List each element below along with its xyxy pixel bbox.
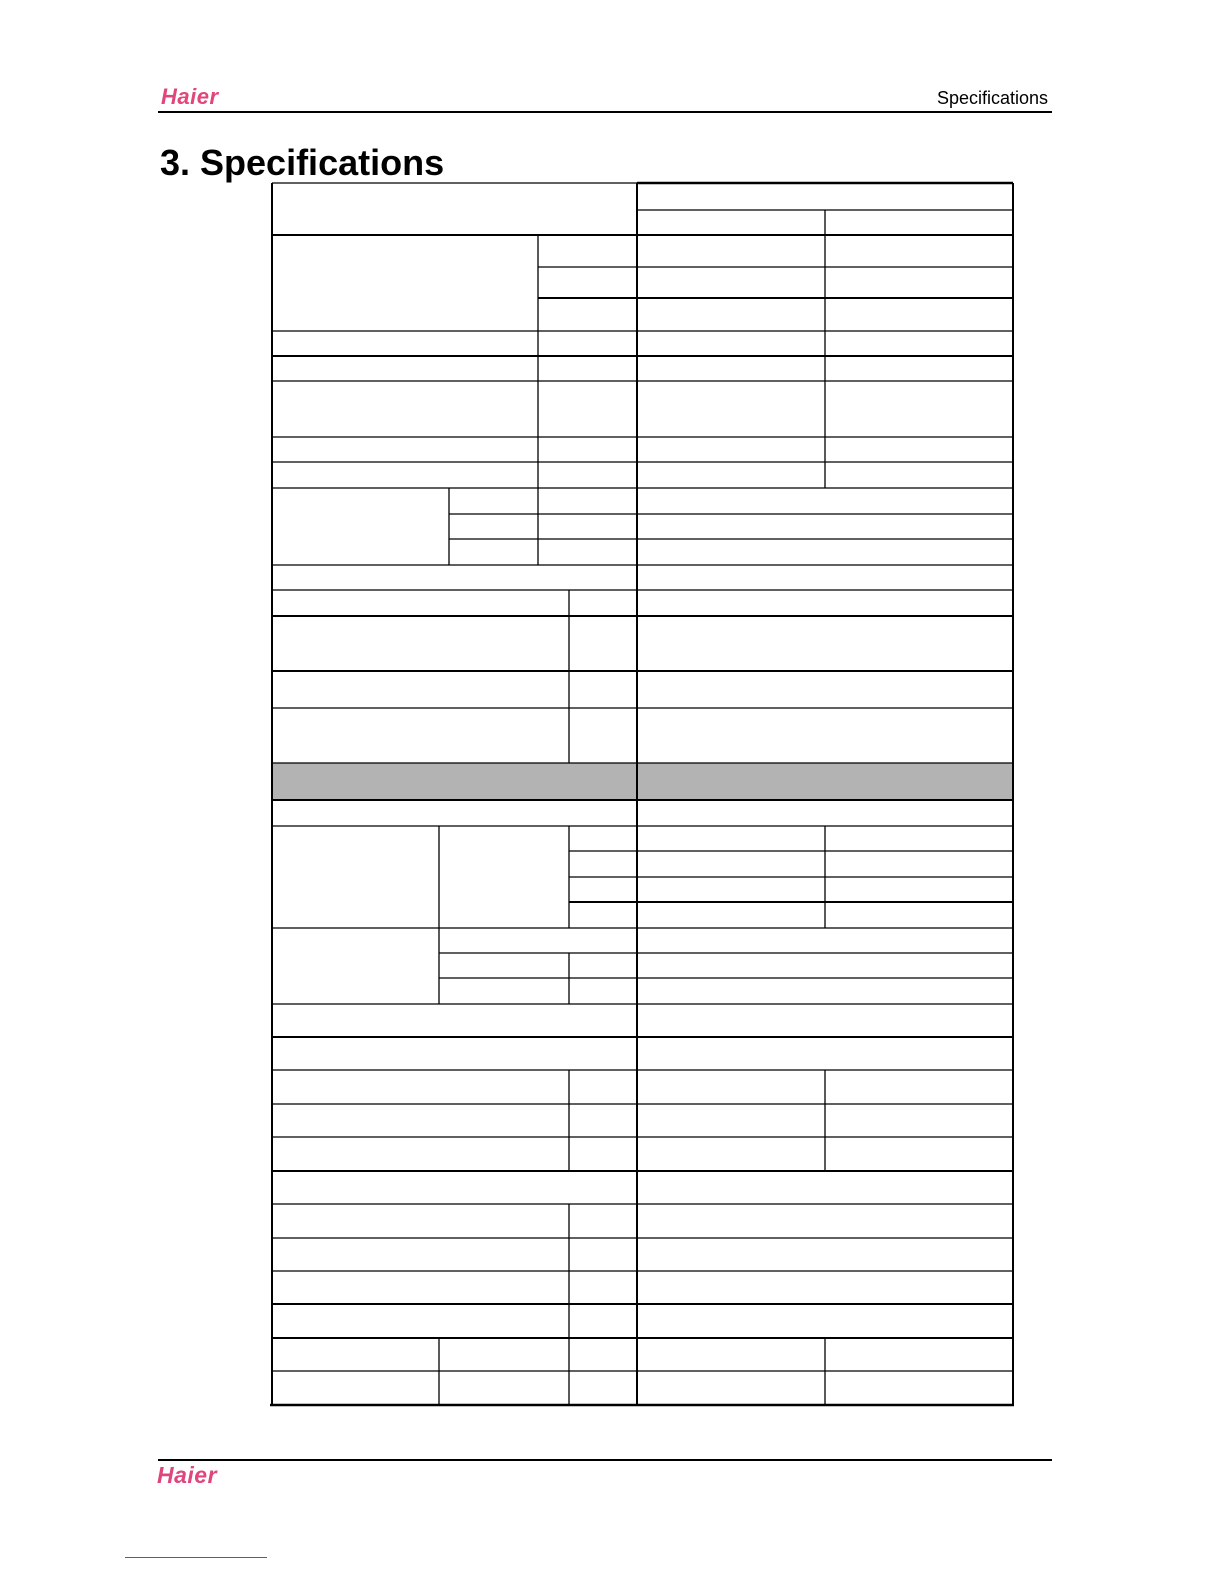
footer-rule — [158, 1459, 1052, 1461]
page-title: 3. Specifications — [160, 142, 445, 183]
haier-logo-top: Haier — [161, 84, 219, 109]
link-underline — [125, 1557, 267, 1558]
shaded-section-row — [272, 763, 1013, 800]
header-section-label: Specifications — [936, 88, 1048, 108]
haier-logo-bottom: Haier — [157, 1462, 218, 1488]
